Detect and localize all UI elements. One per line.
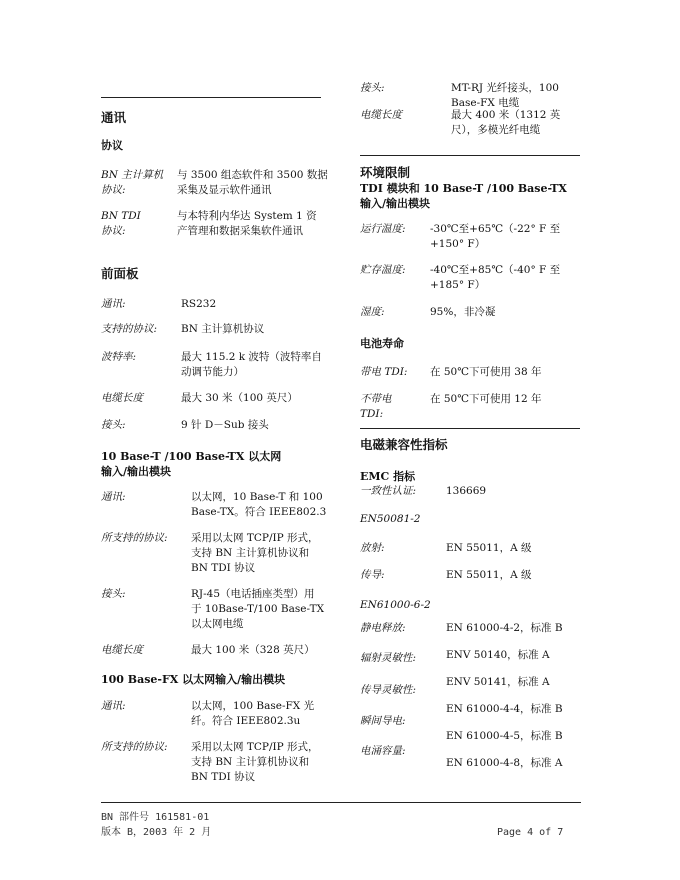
- powered-tdi-value: 在 50℃下可使用 38 年: [430, 366, 542, 378]
- front-panel-protocol-value: BN 主计算机协议: [181, 323, 265, 335]
- value-line: 于 10Base-T/100 Base-TX: [191, 603, 325, 615]
- value-line: 采集及显示软件通讯: [177, 184, 272, 196]
- value-line: +150° F）: [430, 238, 486, 250]
- transient-label: 瞬间导电:: [360, 715, 406, 727]
- eth-connector-value: [191, 587, 324, 632]
- conformity-label: 一致性认证:: [360, 485, 417, 497]
- emc-heading: EMC 指标: [360, 470, 416, 483]
- humidity-label: 湿度:: [360, 306, 385, 318]
- protocol-heading: 协议: [101, 139, 123, 152]
- conduction-label: 传导:: [360, 569, 385, 581]
- environment-subheading: [360, 181, 567, 211]
- value-line: 与 3500 组态软件和 3500 数据: [177, 169, 328, 181]
- eth-connector-label: 接头:: [101, 588, 126, 600]
- top-left-rule: [101, 97, 321, 98]
- conformity-value: 136669: [446, 485, 487, 497]
- value-line: -40℃至+85℃（-40° F 至: [430, 264, 561, 276]
- eth-comm-value: [191, 490, 326, 520]
- unpowered-tdi-label: [360, 392, 392, 422]
- value-line: 支持 BN 主计算机协议和: [191, 547, 310, 559]
- conducted-susceptibility-label: 传导灵敏性:: [360, 684, 417, 696]
- emc-top-rule: [360, 428, 580, 429]
- value-line: 纤。符合 IEEE802.3u: [191, 715, 301, 727]
- value-line: 尺），多模光纤电缆: [451, 124, 541, 136]
- fx-connector-value: [451, 81, 559, 111]
- label-line: 不带电: [360, 393, 392, 405]
- bn-tdi-protocol-label: [101, 209, 141, 239]
- surge-label: 电涌容量:: [360, 745, 406, 757]
- immunity-value-5: EN 61000-4-5，标准 B: [446, 730, 563, 742]
- value-line: Base-FX 电缆: [451, 97, 520, 109]
- value-line: 支持 BN 主计算机协议和: [191, 756, 310, 768]
- powered-tdi-label: 带电 TDI:: [360, 366, 408, 378]
- environment-heading: 环境限制: [360, 165, 411, 180]
- operating-temp-value: [430, 222, 560, 252]
- immunity-value-4: EN 61000-4-4，标准 B: [446, 703, 563, 715]
- conduction-value: EN 55011，A 级: [446, 569, 532, 581]
- emc-section-heading: 电磁兼容性指标: [360, 437, 448, 452]
- footer-part-number: BN 部件号 161581-01: [101, 812, 210, 823]
- value-line: 最大 115.2 k 波特（波特率自: [181, 351, 322, 363]
- fx-cable-label: 电缆长度: [360, 109, 402, 121]
- ethernet-module-heading: [101, 449, 281, 479]
- value-line: BN TDI 协议: [191, 562, 256, 574]
- eth-comm-label: 通讯:: [101, 491, 126, 503]
- env-top-rule: [360, 155, 580, 156]
- immunity-value-3: ENV 50141，标准 A: [446, 676, 550, 688]
- front-panel-heading: 前面板: [101, 266, 139, 281]
- storage-temp-label: 贮存温度:: [360, 264, 406, 276]
- value-line: 产管理和数据采集软件通讯: [177, 225, 303, 237]
- front-panel-protocol-label: 支持的协议:: [101, 323, 158, 335]
- value-line: 采用以太网 TCP/IP 形式，: [191, 532, 319, 544]
- value-line: Base-TX。符合 IEEE802.3: [191, 506, 327, 518]
- front-panel-cable-value: 最大 30 米（100 英尺）: [181, 392, 298, 404]
- eth-cable-label: 电缆长度: [101, 644, 143, 656]
- label-line: BN 主计算机: [101, 169, 164, 181]
- fx-protocol-value: [191, 740, 319, 785]
- value-line: +185° F）: [430, 279, 486, 291]
- front-panel-connector-value: 9 针 D－Sub 接头: [181, 419, 269, 431]
- fx-module-heading: 100 Base-FX 以太网输入/输出模块: [101, 673, 286, 686]
- emission-label: 放射:: [360, 542, 385, 554]
- eth-cable-value: 最大 100 米（328 英尺）: [191, 644, 315, 656]
- value-line: BN TDI 协议: [191, 771, 256, 783]
- immunity-value-1: EN 61000-4-2，标准 B: [446, 622, 563, 634]
- operating-temp-label: 运行温度:: [360, 223, 406, 235]
- baud-rate-label: 波特率:: [101, 351, 137, 363]
- radiated-susceptibility-label: 辐射灵敏性:: [360, 652, 417, 664]
- storage-temp-value: [430, 263, 560, 293]
- fx-connector-label: 接头:: [360, 82, 385, 94]
- value-line: 动调节能力）: [181, 366, 244, 378]
- bn-host-protocol-value: [177, 168, 328, 198]
- value-line: 最大 400 米（1312 英: [451, 109, 561, 121]
- front-panel-comm-label: 通讯:: [101, 298, 126, 310]
- en50081-standard: EN50081-2: [360, 513, 421, 525]
- label-line: BN TDI: [101, 210, 141, 222]
- footer-page-number: Page 4 of 7: [497, 827, 564, 838]
- label-line: TDI:: [360, 408, 384, 420]
- value-line: 以太网，100 Base-FX 光: [191, 700, 315, 712]
- value-line: 以太网，10 Base-T 和 100: [191, 491, 323, 503]
- heading-line: 输入/输出模块: [101, 465, 172, 478]
- emission-value: EN 55011，A 级: [446, 542, 532, 554]
- value-line: -30℃至+65℃（-22° F 至: [430, 223, 561, 235]
- fx-protocol-label: 所支持的协议:: [101, 741, 168, 753]
- value-line: RJ-45（电话插座类型）用: [191, 588, 315, 600]
- en61000-standard: EN61000-6-2: [360, 599, 431, 611]
- front-panel-connector-label: 接头:: [101, 419, 126, 431]
- label-line: 协议:: [101, 225, 126, 237]
- heading-line: TDI 模块和 10 Base-T /100 Base-TX: [360, 182, 567, 195]
- eth-protocol-value: [191, 531, 319, 576]
- fx-comm-label: 通讯:: [101, 700, 126, 712]
- front-panel-comm-value: RS232: [181, 298, 217, 310]
- baud-rate-value: [181, 350, 322, 380]
- section-title-communication: 通讯: [101, 110, 127, 125]
- esd-label: 静电释放:: [360, 622, 406, 634]
- label-line: 协议:: [101, 184, 126, 196]
- heading-line: 输入/输出模块: [360, 197, 431, 210]
- bn-tdi-protocol-value: [177, 209, 317, 239]
- immunity-value-2: ENV 50140，标准 A: [446, 649, 550, 661]
- bn-host-protocol-label: [101, 168, 163, 198]
- value-line: 与本特利内华达 System 1 资: [177, 210, 317, 222]
- humidity-value: 95%，非冷凝: [430, 306, 496, 318]
- battery-life-heading: 电池寿命: [360, 337, 404, 350]
- value-line: 以太网电缆: [191, 618, 244, 630]
- immunity-value-6: EN 61000-4-8，标准 A: [446, 757, 563, 769]
- eth-protocol-label: 所支持的协议:: [101, 532, 168, 544]
- value-line: 采用以太网 TCP/IP 形式，: [191, 741, 319, 753]
- footer-rule: [101, 802, 581, 803]
- heading-line: 10 Base-T /100 Base-TX 以太网: [101, 450, 282, 463]
- front-panel-cable-label: 电缆长度: [101, 392, 143, 404]
- unpowered-tdi-value: 在 50℃下可使用 12 年: [430, 393, 542, 405]
- fx-comm-value: [191, 699, 314, 729]
- footer-version: 版本 B，2003 年 2 月: [101, 827, 212, 838]
- value-line: MT-RJ 光纤接头，100: [451, 82, 559, 94]
- fx-cable-value: [451, 108, 560, 138]
